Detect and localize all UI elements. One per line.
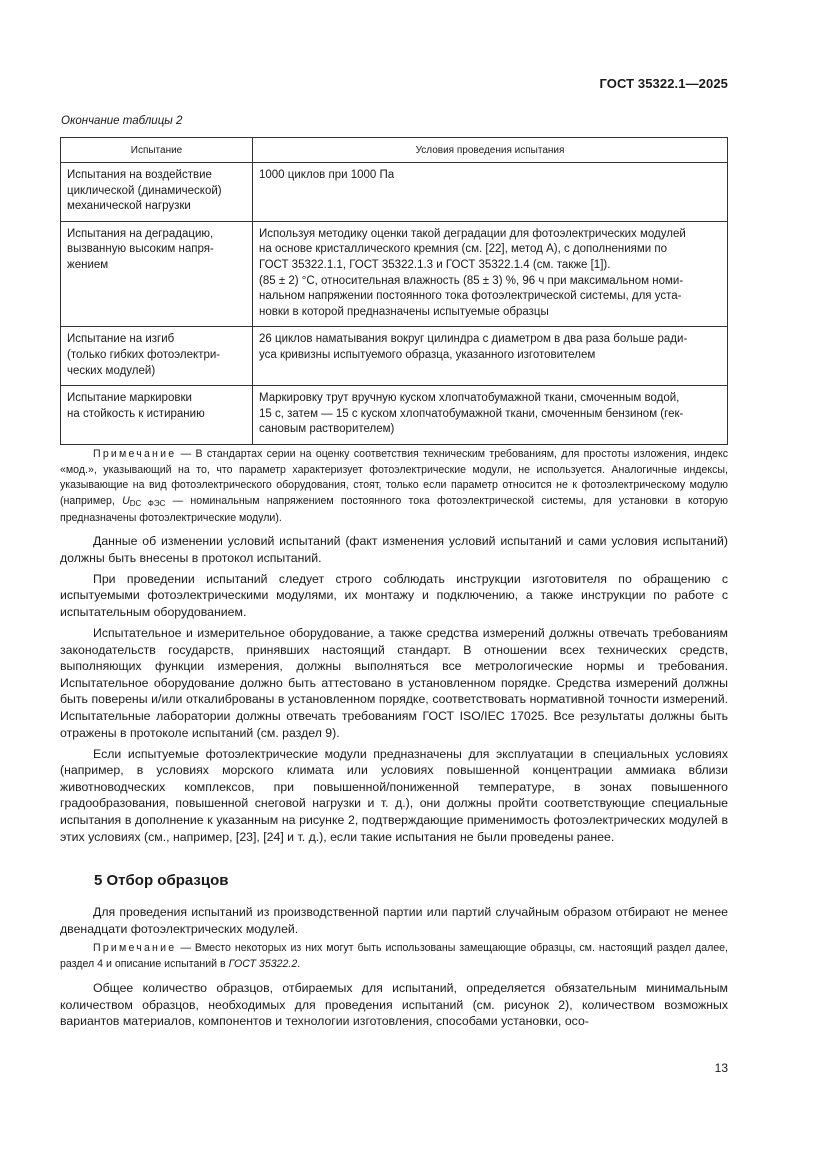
body-paragraph-c: [60, 980, 728, 1034]
paragraph: Испытательное и измерительное оборудование, а также средства измерений должны отвечать требованиям законодательств государств, принявших настоящий стандарт. В отношении всех технических средств, выполняющих функции измерения, должны выполняться все метрологические нормы и требования. Испытательное оборудование должно быть аттестовано в установленном порядке. Средства измерений должны быть поверены и/или откалиброваны в установленном порядке, соответствовать нормативной точности измерений. Испытательные лаборатории должны отвечать требованиям ГОСТ ISO/IEC 17025. Все результаты должны быть отражены в протоколе испытаний (см. раздел 9).: [60, 625, 728, 740]
note-label: Примечание: [93, 942, 177, 954]
cell-text-line: вызванную высоким напря-: [67, 243, 214, 256]
cell-text-line: Испытания на воздействие: [67, 169, 212, 181]
cell-text-line: (только гибких фотоэлектри-: [67, 348, 221, 361]
cell-text-line: циклической (динамической): [67, 184, 222, 197]
cell-test-name: [61, 221, 253, 327]
standard-reference: ГОСТ 35322.2: [228, 957, 298, 970]
note-text-part-a: — В стандартах серии на оценку соответствия техническим требованиям, для простоты изложения, индекс «мод.», указывающий на то, что параметр характеризует фотоэлектрические модули, не используется. Аналогичные индексы, указывающие на вид фотоэлектрического оборудования, стоят, только если параметр относится не к фотоэлектрическому модулю (например,: [60, 448, 728, 507]
cell-text-line: нальном напряжении постоянного тока фотоэлектрической системы, для уста-: [259, 290, 682, 303]
cell-text-line: ческих модулей): [67, 364, 156, 377]
column-header-test: Испытание: [61, 138, 253, 163]
table-row: [61, 221, 728, 327]
cell-text-line: уса кривизны испытуемого образца, указанного изготовителем: [259, 348, 596, 361]
test-conditions-table: [60, 137, 728, 445]
cell-test-conditions: [253, 163, 728, 222]
cell-text-line: на основе кристаллического кремния (см. [22], метод А), с дополнениями по: [259, 243, 668, 256]
note-text-part-a: — Вместо некоторых из них могут быть использованы замещающие образцы, см. настоящий раздел далее, раздел 4 и описание испытаний в: [60, 942, 728, 970]
voltage-symbol: U: [122, 494, 130, 507]
cell-test-conditions: [253, 221, 728, 327]
cell-text-line: 26 циклов наматывания вокруг цилиндра с диаметром в два раза больше ради-: [259, 333, 688, 346]
paragraph: Общее количество образцов, отбираемых для испытаний, определяется обязательным минимальным количеством образцов, необходимых для проведения испытаний (см. рисунок 2), количеством возможных вариантов материалов, компонентов и технологии изготовления, способами установки, осо-: [60, 981, 728, 1029]
table-caption: Окончание таблицы 2: [61, 115, 183, 127]
cell-text-line: Маркировку трут вручную куском хлопчатобумажной ткани, смоченным водой,: [259, 392, 680, 405]
cell-text-line: 1000 циклов при 1000 Па: [259, 169, 395, 181]
paragraph: Если испытуемые фотоэлектрические модули предназначены для эксплуатации в специальных условиях (например, в условиях морского климата или условиях повышенной концентрации аммиака вблизи животноводческих комплексов, при повышенной/пониженной температуре, в зонах повышенного градообразования, повышенной снеговой нагрузки и т. д.), они должны пройти соответствующие специальные испытания в дополнение к указанным на рисунке 2, подтверждающие применимость фотоэлектрических модулей в этих условиях (см., например, [23], [24] и т. д.), если такие испытания не были проведены ранее.: [60, 746, 728, 844]
body-paragraphs-a: [60, 533, 728, 850]
section-title: 5 Отбор образцов: [94, 872, 229, 889]
paragraph: При проведении испытаний следует строго соблюдать инструкции изготовителя по обращению с испытуемыми фотоэлектрическими модулями, их монтажу и подключению, а также инструкции по работе с испытательным оборудованием.: [60, 571, 728, 619]
cell-text-line: Используя методику оценки такой деградации для фотоэлектрических модулей: [259, 227, 686, 240]
note-label: Примечание: [93, 448, 177, 460]
note-indices: [60, 447, 728, 527]
voltage-subscript: DC ФЭС: [129, 498, 166, 508]
cell-text-line: Испытание на изгиб: [67, 333, 175, 346]
note-text-part-b: .: [297, 957, 301, 970]
table-header-row: [61, 138, 728, 163]
paragraph: Для проведения испытаний из производственной партии или партий случайным образом отбирают не менее двенадцати фотоэлектрических модулей.: [60, 905, 728, 936]
table-row: [61, 163, 728, 222]
body-paragraph-b: [60, 904, 728, 942]
note-text-part-b: — номинальным напряжением постоянного тока фотоэлектрической системы, для установки в которую предназначены фотоэлектрические модули).: [60, 494, 728, 525]
cell-test-conditions: [253, 386, 728, 445]
cell-test-name: [61, 327, 253, 386]
cell-test-name: [61, 386, 253, 445]
cell-text-line: Испытания на деградацию,: [67, 227, 214, 240]
cell-test-name: [61, 163, 253, 222]
cell-test-conditions: [253, 327, 728, 386]
paragraph: Данные об изменении условий испытаний (факт изменения условий испытаний и сами условия испытаний) должны быть внесены в протокол испытаний.: [60, 534, 728, 565]
cell-text-line: на стойкость к истиранию: [67, 407, 205, 420]
cell-text-line: жением: [67, 258, 109, 271]
note-substitute-samples: [60, 941, 728, 972]
table-row: [61, 386, 728, 445]
cell-text-line: Испытание маркировки: [67, 392, 192, 405]
cell-text-line: 15 с, затем — 15 с куском хлопчатобумажной ткани, смоченным бензином (гек-: [259, 407, 684, 420]
cell-text-line: механической нагрузки: [67, 200, 191, 213]
page-number: 13: [714, 1061, 728, 1075]
cell-text-line: ГОСТ 35322.1.1, ГОСТ 35322.1.3 и ГОСТ 35322.1.4 (см. также [1]).: [259, 258, 611, 271]
column-header-conditions: Условия проведения испытания: [253, 138, 728, 163]
cell-text-line: (85 ± 2) °С, относительная влажность (85 ± 3) %, 96 ч при максимальном номи-: [259, 274, 684, 287]
document-header: ГОСТ 35322.1—2025: [599, 76, 728, 91]
cell-text-line: новки в которой предназначены испытуемые образцы: [259, 305, 549, 318]
cell-text-line: сановым растворителем): [259, 423, 395, 436]
table-row: [61, 327, 728, 386]
